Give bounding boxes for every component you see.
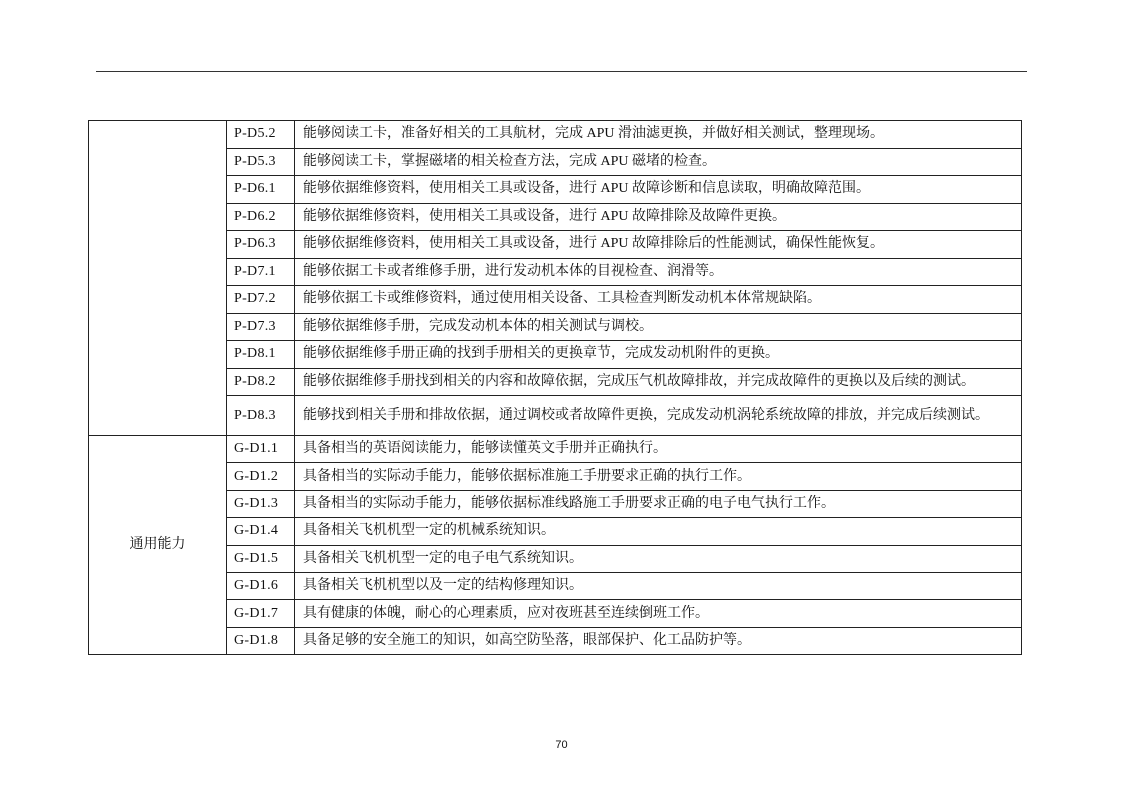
competency-code: P-D5.3 xyxy=(227,148,295,176)
competency-description: 具备足够的安全施工的知识，如高空防坠落，眼部保护、化工品防护等。 xyxy=(295,627,1022,654)
competency-description: 能够依据工卡或维修资料，通过使用相关设备、工具检查判断发动机本体常规缺陷。 xyxy=(295,286,1022,314)
competency-description: 具备相当的实际动手能力，能够依据标准线路施工手册要求正确的电子电气执行工作。 xyxy=(295,490,1022,517)
competency-description: 能够依据维修手册，完成发动机本体的相关测试与调校。 xyxy=(295,313,1022,341)
competency-description: 具备相关飞机机型一定的机械系统知识。 xyxy=(295,518,1022,545)
competency-description: 能够依据维修手册找到相关的内容和故障依据，完成压气机故障排故，并完成故障件的更换以及后续的测试。 xyxy=(295,368,1022,396)
competency-code: P-D7.2 xyxy=(227,286,295,314)
table-row xyxy=(89,203,1022,231)
table-row xyxy=(89,545,1022,572)
group-label: 通用能力 xyxy=(89,436,227,655)
competency-description: 能够找到相关手册和排故依据，通过调校或者故障件更换，完成发动机涡轮系统故障的排放，并完成后续测试。 xyxy=(295,396,1022,436)
competency-code: P-D6.2 xyxy=(227,203,295,231)
table-row xyxy=(89,148,1022,176)
competency-code: P-D6.3 xyxy=(227,231,295,259)
competency-description: 具备相关飞机机型以及一定的结构修理知识。 xyxy=(295,572,1022,599)
table-row xyxy=(89,313,1022,341)
competency-description: 具备相关飞机机型一定的电子电气系统知识。 xyxy=(295,545,1022,572)
competency-table xyxy=(88,120,1022,655)
table-row xyxy=(89,627,1022,654)
competency-code: G-D1.2 xyxy=(227,463,295,490)
table-row xyxy=(89,600,1022,627)
competency-code: G-D1.7 xyxy=(227,600,295,627)
table-row xyxy=(89,341,1022,369)
table-row xyxy=(89,490,1022,517)
competency-description: 能够阅读工卡，掌握磁堵的相关检查方法，完成 APU 磁堵的检查。 xyxy=(295,148,1022,176)
competency-description: 具有健康的体魄，耐心的心理素质，应对夜班甚至连续倒班工作。 xyxy=(295,600,1022,627)
table-row xyxy=(89,176,1022,204)
table-row xyxy=(89,396,1022,436)
competency-code: P-D8.3 xyxy=(227,396,295,436)
competency-code: P-D6.1 xyxy=(227,176,295,204)
header-rule xyxy=(96,71,1027,72)
competency-code: G-D1.8 xyxy=(227,627,295,654)
competency-code: P-D7.3 xyxy=(227,313,295,341)
competency-code: P-D5.2 xyxy=(227,121,295,149)
competency-description: 能够依据维修资料，使用相关工具或设备，进行 APU 故障诊断和信息读取，明确故障范围。 xyxy=(295,176,1022,204)
table-row xyxy=(89,258,1022,286)
competency-description: 能够依据维修资料，使用相关工具或设备，进行 APU 故障排除及故障件更换。 xyxy=(295,203,1022,231)
table-row xyxy=(89,518,1022,545)
table-row xyxy=(89,572,1022,599)
table-row xyxy=(89,436,1022,463)
competency-code: P-D8.2 xyxy=(227,368,295,396)
page-number: 70 xyxy=(555,739,568,751)
competency-description: 具备相当的英语阅读能力，能够读懂英文手册并正确执行。 xyxy=(295,436,1022,463)
competency-code: G-D1.3 xyxy=(227,490,295,517)
competency-description: 能够依据维修资料，使用相关工具或设备，进行 APU 故障排除后的性能测试，确保性能恢复。 xyxy=(295,231,1022,259)
competency-description: 能够阅读工卡，准备好相关的工具航材，完成 APU 滑油滤更换，并做好相关测试，整理现场。 xyxy=(295,121,1022,149)
competency-code: G-D1.6 xyxy=(227,572,295,599)
group-label xyxy=(89,121,227,436)
competency-code: G-D1.5 xyxy=(227,545,295,572)
competency-code: G-D1.1 xyxy=(227,436,295,463)
table-row xyxy=(89,286,1022,314)
competency-code: P-D7.1 xyxy=(227,258,295,286)
table-row xyxy=(89,231,1022,259)
competency-description: 具备相当的实际动手能力，能够依据标准施工手册要求正确的执行工作。 xyxy=(295,463,1022,490)
table-row xyxy=(89,463,1022,490)
competency-code: G-D1.4 xyxy=(227,518,295,545)
table-row xyxy=(89,368,1022,396)
competency-code: P-D8.1 xyxy=(227,341,295,369)
competency-description: 能够依据维修手册正确的找到手册相关的更换章节，完成发动机附件的更换。 xyxy=(295,341,1022,369)
table-row xyxy=(89,121,1022,149)
competency-description: 能够依据工卡或者维修手册，进行发动机本体的目视检查、润滑等。 xyxy=(295,258,1022,286)
